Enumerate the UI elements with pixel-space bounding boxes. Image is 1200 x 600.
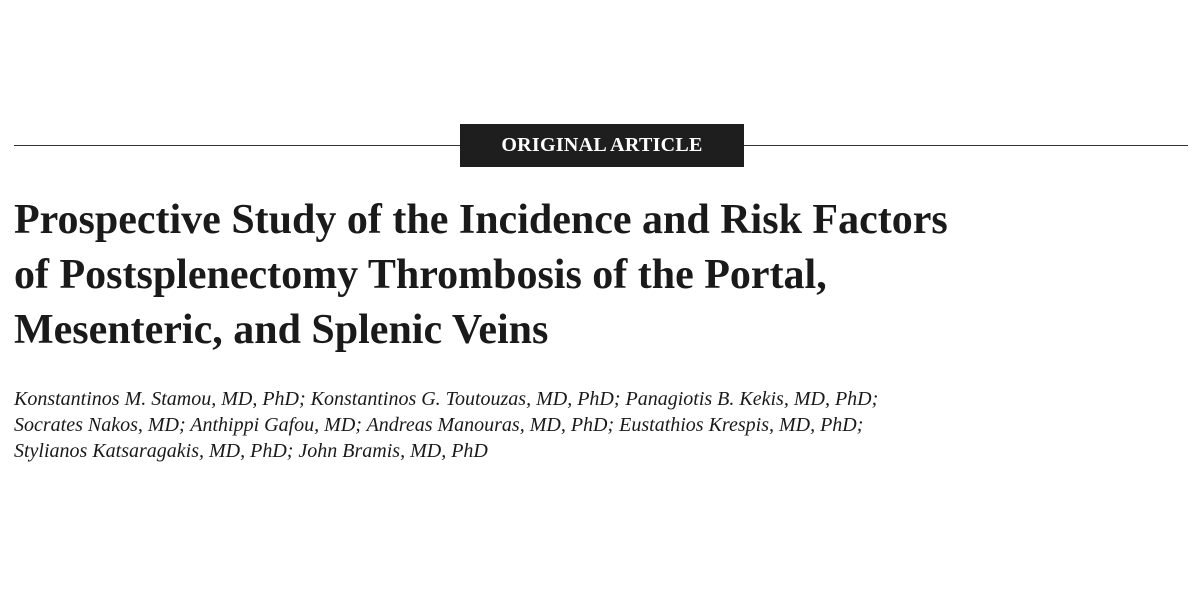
- header-rule-right: [744, 145, 1188, 146]
- author-line: Stylianos Katsaragakis, MD, PhD; John Bramis, MD, PhD: [14, 440, 488, 462]
- title-line: Prospective Study of the Incidence and Risk Factors: [14, 197, 948, 243]
- title-line: Mesenteric, and Splenic Veins: [14, 307, 549, 353]
- author-list: [14, 386, 1184, 464]
- author-line: Konstantinos M. Stamou, MD, PhD; Konstantinos G. Toutouzas, MD, PhD; Panagiotis B. Kekis, MD, PhD;: [14, 388, 879, 410]
- section-label-badge: [460, 124, 744, 167]
- article-title: [14, 193, 1184, 358]
- author-line: Socrates Nakos, MD; Anthippi Gafou, MD; Andreas Manouras, MD, PhD; Eustathios Krespis, MD, PhD;: [14, 414, 864, 436]
- header-rule-left: [14, 145, 460, 146]
- title-line: of Postsplenectomy Thrombosis of the Portal,: [14, 252, 827, 298]
- section-label: ORIGINAL ARTICLE: [501, 134, 703, 156]
